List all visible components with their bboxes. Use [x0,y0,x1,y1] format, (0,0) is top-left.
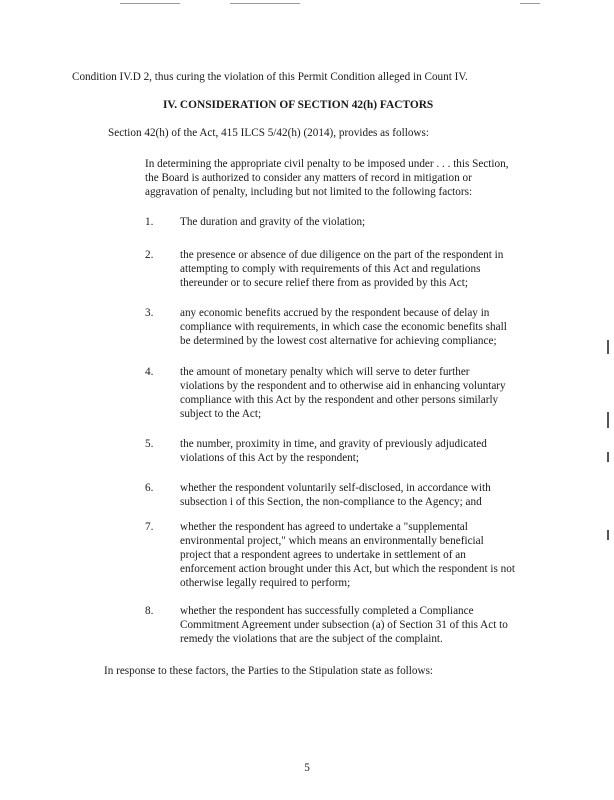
factor-number: 1. [145,216,154,228]
factor-number: 5. [145,438,154,450]
factor-line: be determined by the lowest cost alternative for achieving compliance; [180,335,497,347]
factor-line: whether the respondent voluntarily self-disclosed, in accordance with [180,482,491,494]
statute-quote [145,157,509,199]
factor-line: compliance with this Act by the respondent and other persons similarly [180,394,499,406]
factor-line: the amount of monetary penalty which will serve to deter further [180,366,470,378]
factor-line: subsection i of this Section, the non-compliance to the Agency; and [180,496,482,508]
factor-line: whether the respondent has agreed to undertake a "supplemental [180,521,468,533]
quote-line: aggravation of penalty, including but not limited to the following factors: [145,186,473,198]
page-number: 5 [304,762,310,774]
scan-artifact-edge [607,412,609,428]
quote-line: In determining the appropriate civil penalty to be imposed under . . . this Section, [145,158,509,170]
closing-paragraph: In response to these factors, the Parties to the Stipulation state as follows: [104,665,434,677]
factor-line: project that a respondent agrees to undertake in settlement of an [180,549,466,561]
scan-artifact-edge [607,530,609,540]
factor-line: compliance with requirements, in which case the economic benefits shall [180,321,507,333]
quote-line: the Board is authorized to consider any matters of record in mitigation or [145,172,472,184]
scan-artifact-edge [607,452,609,462]
factor-line: otherwise legally required to perform; [180,577,351,589]
factor-line: enforcement action brought under this Act, but which the respondent is not [180,563,515,575]
section-heading: IV. CONSIDERATION OF SECTION 42(h) FACTORS [163,99,434,111]
factor-number: 8. [145,605,154,617]
factor-number: 3. [145,307,154,319]
factor-number: 7. [145,521,154,533]
factor-number: 4. [145,366,154,378]
factor-line: environmental project," which means an environmentally beneficial [180,535,484,547]
factor-number: 2. [145,249,154,261]
factor-number: 6. [145,482,154,494]
factor-line: attempting to comply with requirements of this Act and regulations [180,263,481,275]
continuation-text: Condition IV.D 2, thus curing the violation of this Permit Condition alleged in Count IV. [72,71,468,83]
scan-artifact-top [520,3,540,4]
factor-line: The duration and gravity of the violation; [180,216,366,228]
factor-line: any economic benefits accrued by the respondent because of delay in [180,307,490,319]
factor-line: violations by the respondent and to otherwise aid in enhancing voluntary [180,380,506,392]
scan-artifact-top [120,3,180,4]
scan-artifact-edge [607,340,609,354]
factor-line: Commitment Agreement under subsection (a) of Section 31 of this Act to [180,619,508,631]
scan-artifact-top [230,3,300,4]
factor-line: the presence or absence of due diligence on the part of the respondent in [180,249,504,261]
intro-paragraph: Section 42(h) of the Act, 415 ILCS 5/42(h) (2014), provides as follows: [108,127,429,139]
factor-line: remedy the violations that are the subject of the complaint. [180,633,443,645]
factor-line: thereunder or to secure relief there from as provided by this Act; [180,277,468,289]
factor-line: violations of this Act by the respondent; [180,452,359,464]
factor-line: subject to the Act; [180,408,262,420]
factor-line: the number, proximity in time, and gravity of previously adjudicated [180,438,487,450]
factor-line: whether the respondent has successfully completed a Compliance [180,605,474,617]
